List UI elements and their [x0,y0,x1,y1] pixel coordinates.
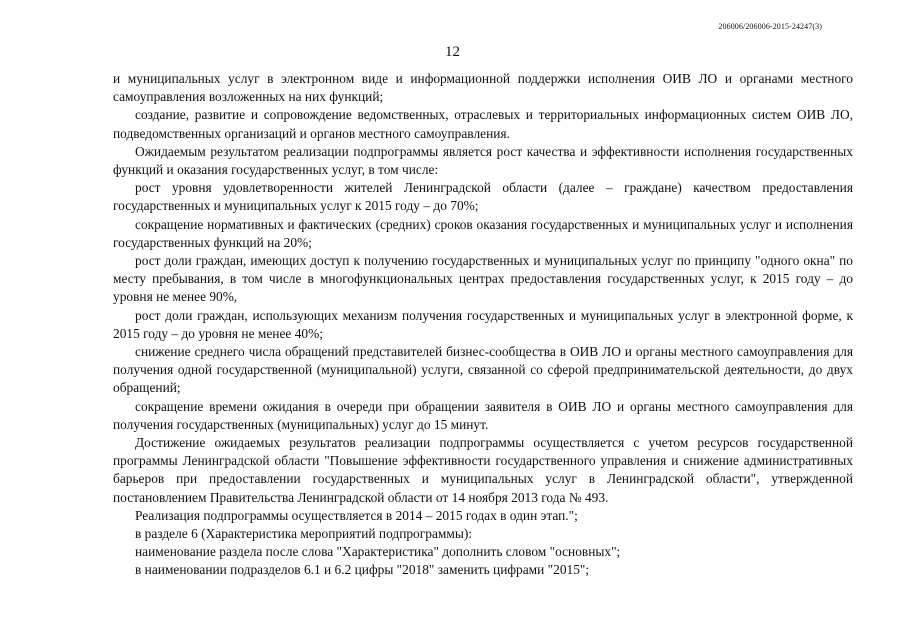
document-body [113,70,853,580]
paragraph: рост доли граждан, имеющих доступ к получению государственных и муниципальных услуг по принципу "одного окна" по месту пребывания, в том числе в многофункциональных центрах предоставления государственных услуг, к 2015 году – до уровня не менее 90%, [113,253,853,305]
paragraph: рост доли граждан, использующих механизм получения государственных и муниципальных услуг в электронной форме, к 2015 году – до уровня не менее 40%; [113,307,853,341]
paragraph: Ожидаемым результатом реализации подпрограммы является рост качества и эффективности исполнения государственных функций и оказания государственных услуг, в том числе: [113,143,853,178]
paragraph: наименование раздела после слова "Характеристика" дополнить словом "основных"; [135,544,621,560]
document-id: 206006/206006-2015-24247(3) [718,22,822,31]
paragraph: рост уровня удовлетворенности жителей Ленинградской области (далее – граждане) качеством предоставления государственных и муниципальных услуг к 2015 году – до 70%; [113,180,853,214]
paragraph: Достижение ожидаемых результатов реализации подпрограммы осуществляется с учетом ресурсов государственной программы Ленинградской области "Повышение эффективности государственного управления и снижение административных барьеров при предоставлении государственных и муниципальных услуг в Ленинградской области", утвержденной постановлением Правительства Ленинградской области от 14 ноября 2013 года № 493. [113,435,853,505]
paragraph: Реализация подпрограммы осуществляется в 2014 – 2015 годах в один этап."; [135,507,578,523]
paragraph: сокращение времени ожидания в очереди при обращении заявителя в ОИВ ЛО и органы местного самоуправления для получения государственных (муниципальных) услуг до 15 минут. [113,398,853,432]
paragraph: в наименовании подразделов 6.1 и 6.2 цифры "2018" заменить цифрами "2015"; [135,562,590,578]
page-number: 12 [445,44,460,60]
paragraph: сокращение нормативных и фактических (средних) сроков оказания государственных и муниципальных услуг и исполнения государственных функций на 20%; [113,216,853,250]
paragraph: и муниципальных услуг в электронном виде и информационной поддержки исполнения ОИВ ЛО и органами местного самоуправления возложенных на них функций; [113,71,853,105]
paragraph: создание, развитие и сопровождение ведомственных, отраслевых и территориальных информационных систем ОИВ ЛО, подведомственных организаций и органов местного самоуправления. [113,107,853,141]
paragraph: снижение среднего числа обращений представителей бизнес-сообщества в ОИВ ЛО и органы местного самоуправления для получения одной государственной (муниципальной) услуги, связанной со сферой предпринимательской деятельности, до двух обращений; [113,344,853,396]
paragraph: в разделе 6 (Характеристика мероприятий подпрограммы): [135,526,473,542]
